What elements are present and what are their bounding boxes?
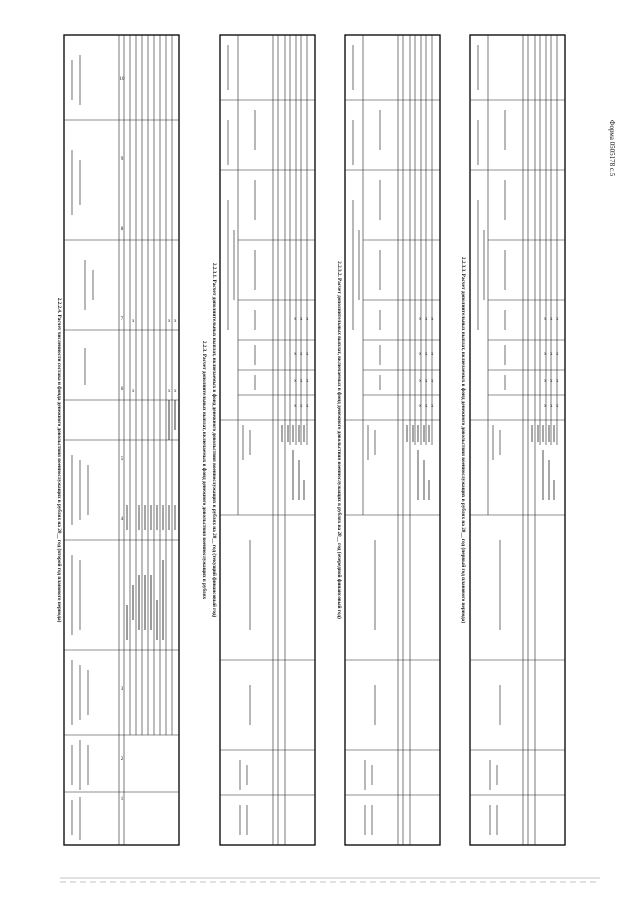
svg-text:x: x — [550, 352, 553, 357]
svg-text:x: x — [306, 404, 309, 409]
svg-text:x: x — [544, 379, 547, 384]
svg-text:x: x — [431, 379, 434, 384]
svg-text:x: x — [300, 379, 303, 384]
svg-text:x: x — [132, 319, 135, 324]
svg-text:x: x — [132, 389, 135, 394]
headcount-table — [64, 35, 179, 845]
svg-text:x: x — [174, 319, 177, 324]
subsection-2-2-title — [336, 261, 343, 619]
svg-text:x: x — [419, 404, 422, 409]
svg-text:x: x — [294, 404, 297, 409]
svg-text:x: x — [168, 389, 171, 394]
subsection-2-2-title-text: 2.2.3.2. Расчет дополнительных выплат, включаемых в фонд денежного довольствия военнослужащих в рублях на 20__ год (очередной финансовый год) — [336, 261, 342, 619]
svg-text:x: x — [556, 317, 559, 322]
col-num-8: 8 — [120, 227, 124, 232]
section-1-title-text: 2.2.2.4. Расчет численности состава и фонда денежного довольствия военнослужащих в рублях на 20__ год (второй год планового периода) — [56, 297, 62, 623]
svg-text:x: x — [419, 352, 422, 357]
svg-text:x: x — [550, 379, 553, 384]
subsection-2-1-title — [211, 263, 218, 618]
svg-text:x: x — [419, 317, 422, 322]
svg-text:x: x — [431, 404, 434, 409]
section-1-title — [56, 298, 63, 623]
svg-text:x: x — [425, 379, 428, 384]
svg-text:x: x — [294, 317, 297, 322]
svg-text:x: x — [168, 319, 171, 324]
svg-text:x: x — [306, 352, 309, 357]
col-num-2: 2 — [120, 757, 124, 762]
svg-text:x: x — [431, 352, 434, 357]
svg-text:x: x — [544, 317, 547, 322]
col-num-6: 6 — [120, 387, 124, 392]
col-num-7: 7 — [120, 317, 124, 322]
col-num-3: 3 — [120, 687, 124, 692]
svg-text:x: x — [306, 317, 309, 322]
subsection-2-3-title-text: 2.2.3.3. Расчет дополнительных выплат, включаемых в фонд денежного довольствия военнослужащих в рублях на 20__ год (первый год планового периода) — [460, 256, 466, 624]
payments-table-2 — [345, 35, 440, 845]
svg-text:x: x — [556, 352, 559, 357]
form-code — [608, 120, 616, 177]
scan-edge-marks — [60, 878, 600, 882]
section-2-title-text: 2.2.3. Расчет дополнительных выплат, включаемых в фонд денежного довольствия военнослужащих в рублях — [201, 340, 207, 600]
svg-text:x: x — [425, 404, 428, 409]
svg-text:x: x — [300, 352, 303, 357]
svg-text:x: x — [550, 404, 553, 409]
col-num-1: 1 — [120, 797, 124, 802]
svg-text:x: x — [556, 379, 559, 384]
svg-text:x: x — [174, 389, 177, 394]
svg-text:x: x — [425, 317, 428, 322]
col-num-10: 10 — [119, 77, 125, 82]
svg-text:x: x — [556, 404, 559, 409]
svg-text:x: x — [419, 379, 422, 384]
svg-text:x: x — [294, 379, 297, 384]
svg-text:x: x — [300, 317, 303, 322]
svg-text:x: x — [300, 404, 303, 409]
svg-text:x: x — [544, 352, 547, 357]
subsection-2-3-title — [460, 257, 467, 623]
svg-text:x: x — [425, 352, 428, 357]
svg-text:x: x — [431, 317, 434, 322]
svg-text:x: x — [294, 352, 297, 357]
form-code-text: Форма 0505178 с.5 — [608, 120, 616, 177]
section-2-title — [201, 341, 208, 600]
payments-table-3 — [470, 35, 565, 845]
svg-text:x: x — [550, 317, 553, 322]
svg-text:x: x — [544, 404, 547, 409]
svg-text:x: x — [306, 379, 309, 384]
payments-table-1 — [220, 35, 315, 845]
col-num-5: 5 — [120, 457, 124, 462]
col-num-4: 4 — [120, 517, 124, 522]
subsection-2-1-title-text: 2.2.3.1. Расчет дополнительных выплат, включаемых в фонд денежного довольствия военнослужащих в рублях на 20__ год (текущий финансовый год) — [211, 262, 217, 618]
col-num-9: 9 — [120, 157, 124, 162]
